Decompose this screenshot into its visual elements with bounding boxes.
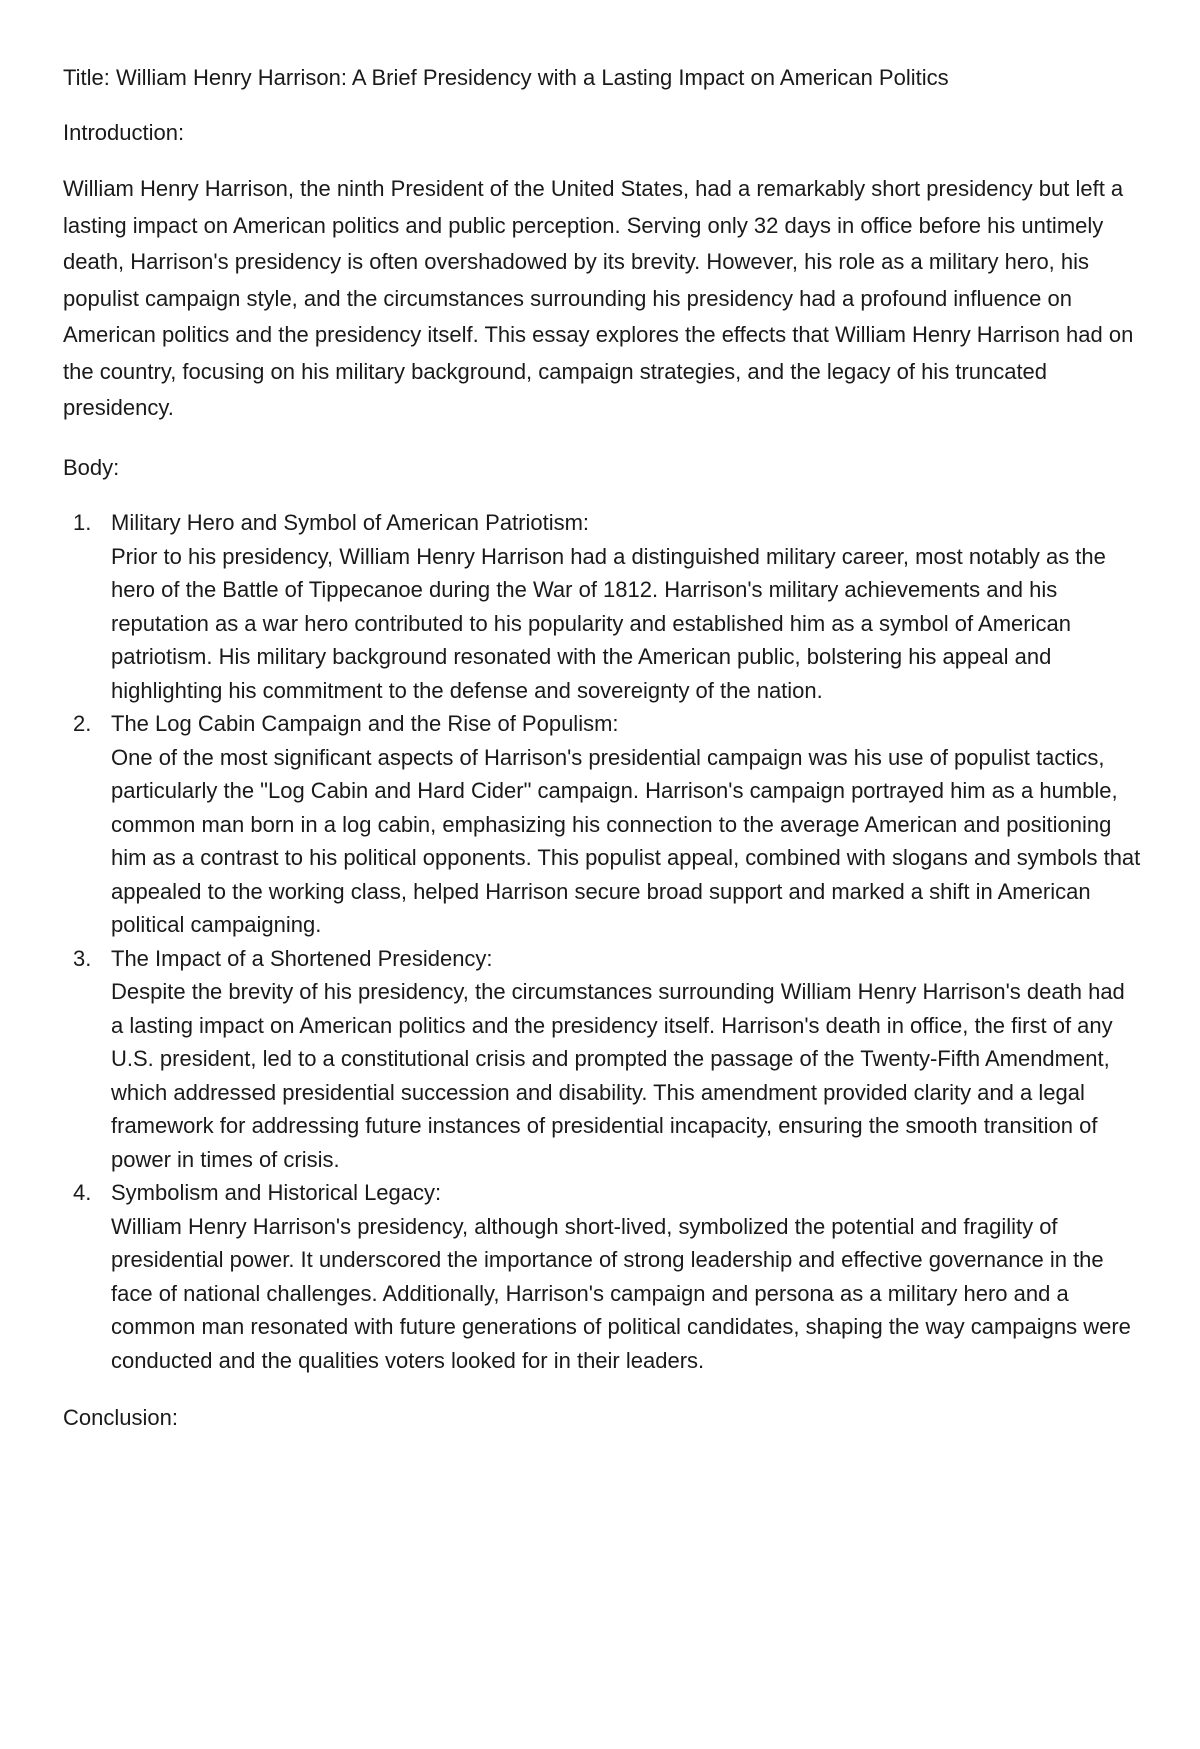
list-item-text: William Henry Harrison's presidency, although short-lived, symbolized the potential and fragility of presidential power. It underscored the importance of strong leadership and effective governance in the face of national challenges. Additionally, Harrison's campaign and persona as a military hero and a common man resonated with future generations of political candidates, shaping the way campaigns were conducted and the qualities voters looked for in their leaders. — [111, 1213, 1131, 1373]
list-item-text: Despite the brevity of his presidency, the circumstances surrounding William Henry Harrison's death had a lasting impact on American politics and the presidency itself. Harrison's death in office, the first of any U.S. president, led to a constitutional crisis and prompted the passage of the Twenty-Fifth Amendment, which addressed presidential succession and disability. This amendment provided clarity and a legal framework for addressing future instances of presidential incapacity, ensuring the smooth transition of power in times of crisis. — [111, 979, 1125, 1172]
list-item — [73, 707, 1142, 942]
document-title: Title: William Henry Harrison: A Brief Presidency with a Lasting Impact on American Politics — [63, 65, 949, 90]
introduction-paragraph: William Henry Harrison, the ninth President of the United States, had a remarkably short presidency but left a lasting impact on American politics and public perception. Serving only 32 days in office before his untimely death, Harrison's presidency is often overshadowed by its brevity. However, his role as a military hero, his populist campaign style, and the circumstances surrounding his presidency had a profound influence on American politics and the presidency itself. This essay explores the effects that William Henry Harrison had on the country, focusing on his military background, campaign strategies, and the legacy of his truncated presidency. — [63, 176, 1134, 420]
list-item-title: The Impact of a Shortened Presidency: — [111, 945, 493, 971]
list-item-title: Symbolism and Historical Legacy: — [111, 1180, 442, 1205]
list-item — [73, 1176, 1142, 1377]
conclusion-heading: Conclusion: — [63, 1405, 178, 1430]
list-item — [73, 942, 1142, 1177]
list-item-number: 4. — [73, 1180, 92, 1205]
list-item-number: 1. — [73, 510, 92, 535]
list-item-title: Military Hero and Symbol of American Patriotism: — [111, 510, 590, 535]
list-item-number: 3. — [73, 945, 92, 971]
list-item-number: 2. — [73, 711, 92, 736]
list-item-text: Prior to his presidency, William Henry Harrison had a distinguished military career, most notably as the hero of the Battle of Tippecanoe during the War of 1812. Harrison's military achievements and his reputation as a war hero contributed to his popularity and established him as a symbol of American patriotism. His military background resonated with the American public, bolstering his appeal and highlighting his commitment to the defense and sovereignty of the nation. — [111, 543, 1106, 703]
introduction-heading: Introduction: — [63, 119, 185, 145]
list-item — [73, 506, 1142, 707]
list-item-text: One of the most significant aspects of Harrison's presidential campaign was his use of populist tactics, particularly the "Log Cabin and Hard Cider" campaign. Harrison's campaign portrayed him as a humble, common man born in a log cabin, emphasizing his connection to the average American and positioning him as a contrast to his political opponents. This populist appeal, combined with slogans and symbols that appealed to the working class, helped Harrison secure broad support and marked a shift in American political campaigning. — [111, 744, 1141, 937]
list-item-title: The Log Cabin Campaign and the Rise of Populism: — [111, 711, 619, 736]
body-heading: Body: — [63, 454, 120, 480]
body-list — [63, 506, 1142, 1377]
